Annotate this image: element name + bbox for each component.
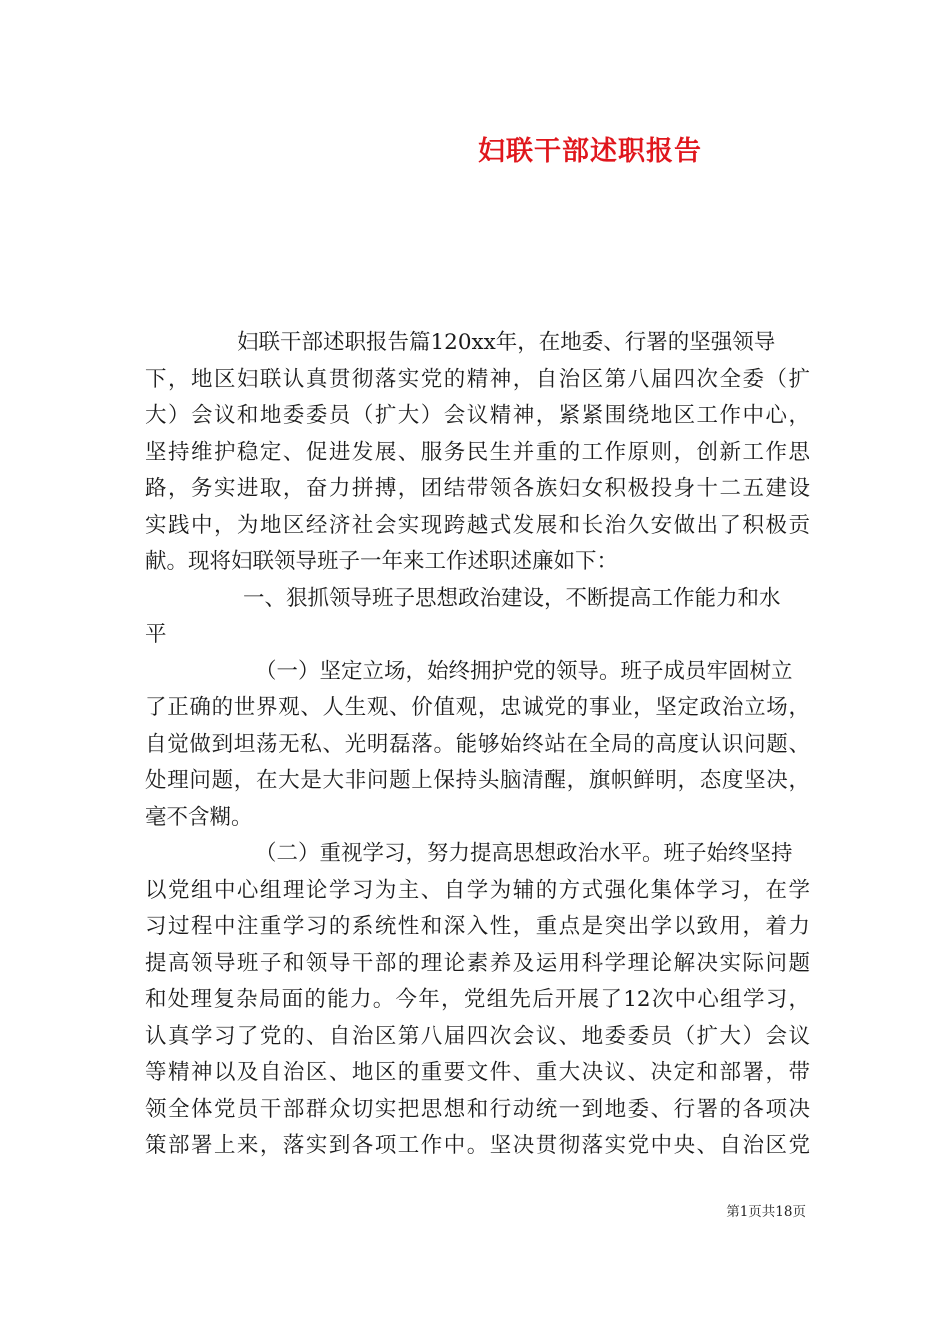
paragraph-line: 实践中，为地区经济社会实现跨越式发展和长治久安做出了积极贡 <box>145 512 810 538</box>
paragraph-line: 妇联干部述职报告篇120xx年，在地委、行署的坚强领导 <box>237 330 776 355</box>
paragraph-line: 路，务实进取，奋力拼搏，团结带领各族妇女积极投身十二五建设 <box>145 476 810 501</box>
document-body <box>145 325 810 1165</box>
paragraph-line: 领全体党员干部群众切实把思想和行动统一到地委、行署的各项决 <box>145 1096 810 1122</box>
section-heading-line: 一、狠抓领导班子思想政治建设，不断提高工作能力和水 <box>243 585 781 611</box>
paragraph-line: 坚持维护稳定、促进发展、服务民生并重的工作原则，创新工作思 <box>145 439 810 465</box>
document-title: 妇联干部述职报告 <box>478 136 702 167</box>
paragraph-line: 处理问题，在大是大非问题上保持头脑清醒，旗帜鲜明，态度坚决， <box>145 768 810 793</box>
paragraph-line: 下，地区妇联认真贯彻落实党的精神，自治区第八届四次全委（扩 <box>145 366 810 392</box>
paragraph-line: 了正确的世界观、人生观、价值观，忠诚党的事业，坚定政治立场， <box>145 695 810 720</box>
paragraph-line: 认真学习了党的、自治区第八届四次会议、地委委员（扩大）会议 <box>145 1023 810 1049</box>
page-number: 第1页共18页 <box>726 1204 806 1220</box>
paragraph-line: 等精神以及自治区、地区的重要文件、重大决议、决定和部署，带 <box>145 1060 810 1085</box>
paragraph-line: 大）会议和地委委员（扩大）会议精神，紧紧围绕地区工作中心， <box>145 403 810 428</box>
paragraph-line: 毫不含糊。 <box>145 804 253 830</box>
paragraph-line: 献。现将妇联领导班子一年来工作述职述廉如下： <box>145 549 619 574</box>
paragraph-line: 提高领导班子和领导干部的理论素养及运用科学理论解决实际问题 <box>145 950 810 976</box>
section-heading-line: 平 <box>145 622 167 647</box>
paragraph-line: 自觉做到坦荡无私、光明磊落。能够始终站在全局的高度认识问题、 <box>145 731 810 757</box>
paragraph-line: 以党组中心组理论学习为主、自学为辅的方式强化集体学习，在学 <box>145 877 810 903</box>
paragraph-line: 和处理复杂局面的能力。今年，党组先后开展了12次中心组学习， <box>145 987 810 1012</box>
paragraph-line: 策部署上来，落实到各项工作中。坚决贯彻落实党中央、自治区党 <box>145 1133 810 1158</box>
paragraph-line: 习过程中注重学习的系统性和深入性，重点是突出学以致用，着力 <box>145 914 810 939</box>
paragraph-line: （二）重视学习，努力提高思想政治水平。班子始终坚持 <box>255 841 793 866</box>
paragraph-line: （一）坚定立场，始终拥护党的领导。班子成员牢固树立 <box>255 658 793 684</box>
